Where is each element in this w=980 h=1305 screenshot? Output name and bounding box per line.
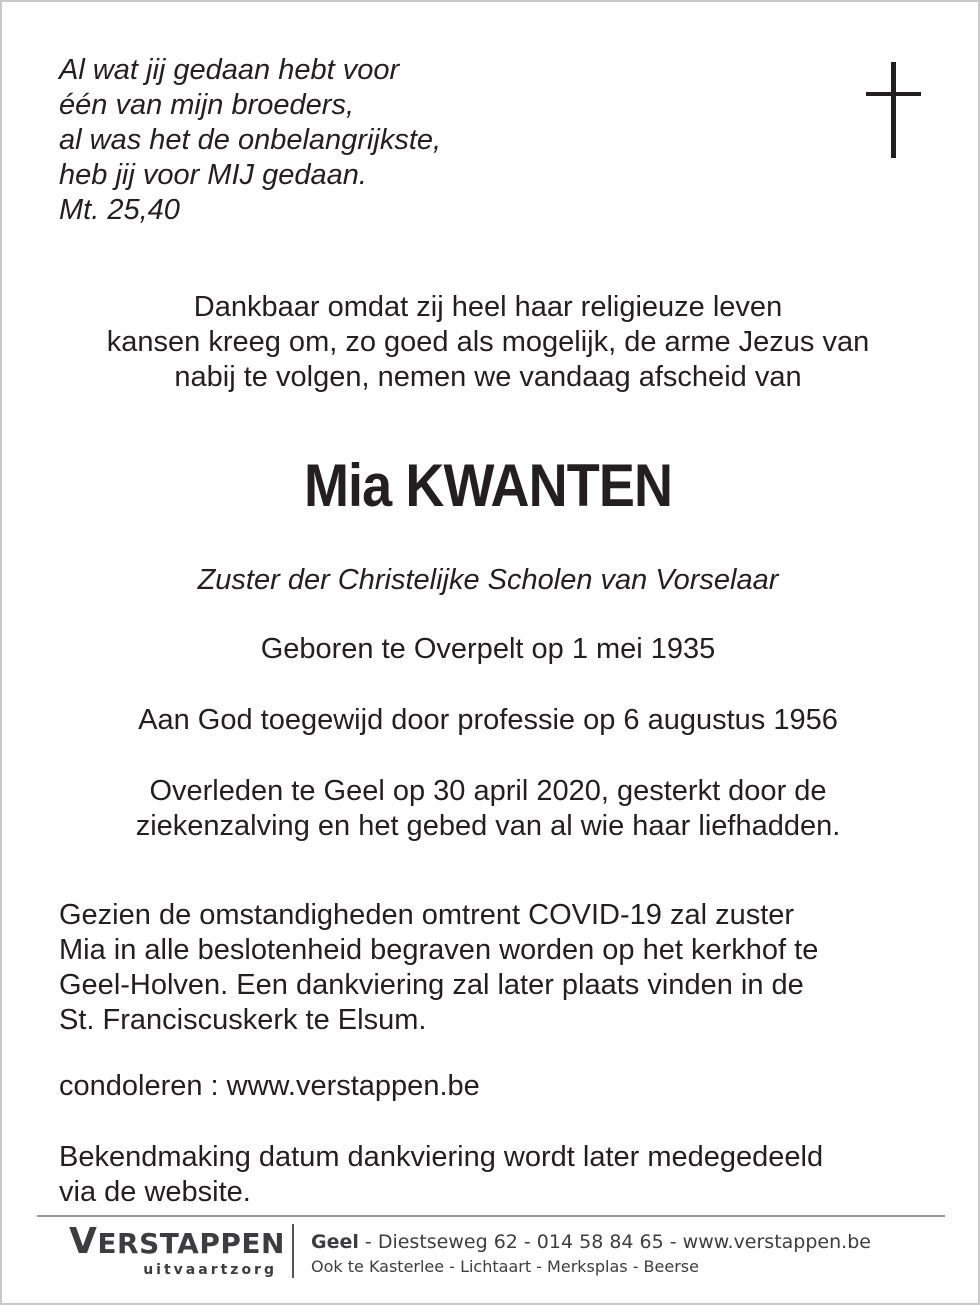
congregation: Zuster der Christelijke Scholen van Vorselaar	[197, 564, 779, 596]
footer-divider-line	[37, 1215, 945, 1217]
quote-line: Al wat jij gedaan hebt voor	[59, 54, 400, 86]
brand-logo	[69, 1221, 285, 1278]
death-info	[0, 774, 976, 844]
brand-name	[69, 1221, 285, 1264]
quote-line: één van mijn broeders,	[59, 89, 354, 121]
condolences-link[interactable]: condoleren : www.verstappen.be	[59, 1070, 480, 1102]
birth-info: Geboren te Overpelt op 1 mei 1935	[260, 633, 716, 665]
bible-quote	[59, 53, 441, 228]
intro-text	[0, 290, 976, 395]
profession-info: Aan God toegewijd door professie op 6 augustus 1956	[138, 704, 838, 736]
footer-other-locations: Ook te Kasterlee - Lichtaart - Merksplas - Beerse	[311, 1257, 699, 1276]
death-line: ziekenzalving en het gebed van al wie haar liefhadden.	[135, 810, 841, 842]
intro-line: nabij te volgen, nemen we vandaag afscheid van	[174, 361, 802, 393]
covid-line: Gezien de omstandigheden omtrent COVID-19 zal zuster	[59, 899, 795, 931]
quote-line: al was het de onbelangrijkste,	[59, 124, 442, 156]
covid-line: Geel-Holven. Een dankviering zal later plaats vinden in de	[59, 969, 804, 1001]
death-line: Overleden te Geel op 30 april 2020, gesterkt door de	[149, 775, 827, 807]
deceased-name: Mia KWANTEN	[303, 452, 673, 519]
footer-city: Geel	[311, 1231, 359, 1253]
brand-initial: V	[69, 1221, 98, 1262]
intro-line: Dankbaar omdat zij heel haar religieuze leven	[193, 291, 783, 323]
announcement-notice	[59, 1140, 919, 1210]
footer-vertical-divider	[292, 1224, 294, 1278]
quote-reference: Mt. 25,40	[59, 194, 180, 226]
quote-line: heb jij voor MIJ gedaan.	[59, 159, 367, 191]
brand-rest: ERSTAPPEN	[97, 1227, 285, 1260]
covid-line: St. Franciscuskerk te Elsum.	[59, 1004, 427, 1036]
cross-horizontal-bar	[866, 92, 921, 96]
covid-notice	[59, 898, 919, 1038]
announcement-line: via de website.	[59, 1176, 251, 1208]
cross-vertical-bar	[891, 62, 896, 158]
announcement-line: Bekendmaking datum dankviering wordt later medegedeeld	[59, 1141, 824, 1173]
footer-contact-details: - Diestseweg 62 - 014 58 84 65 - www.verstappen.be	[358, 1231, 871, 1253]
covid-line: Mia in alle beslotenheid begraven worden op het kerkhof te	[59, 934, 819, 966]
cross-icon	[866, 62, 921, 158]
brand-subtitle: uitvaartzorg	[143, 1262, 277, 1278]
footer-contact	[311, 1228, 871, 1278]
intro-line: kansen kreeg om, zo goed als mogelijk, de arme Jezus van	[106, 326, 870, 358]
footer-address-line	[311, 1228, 871, 1256]
